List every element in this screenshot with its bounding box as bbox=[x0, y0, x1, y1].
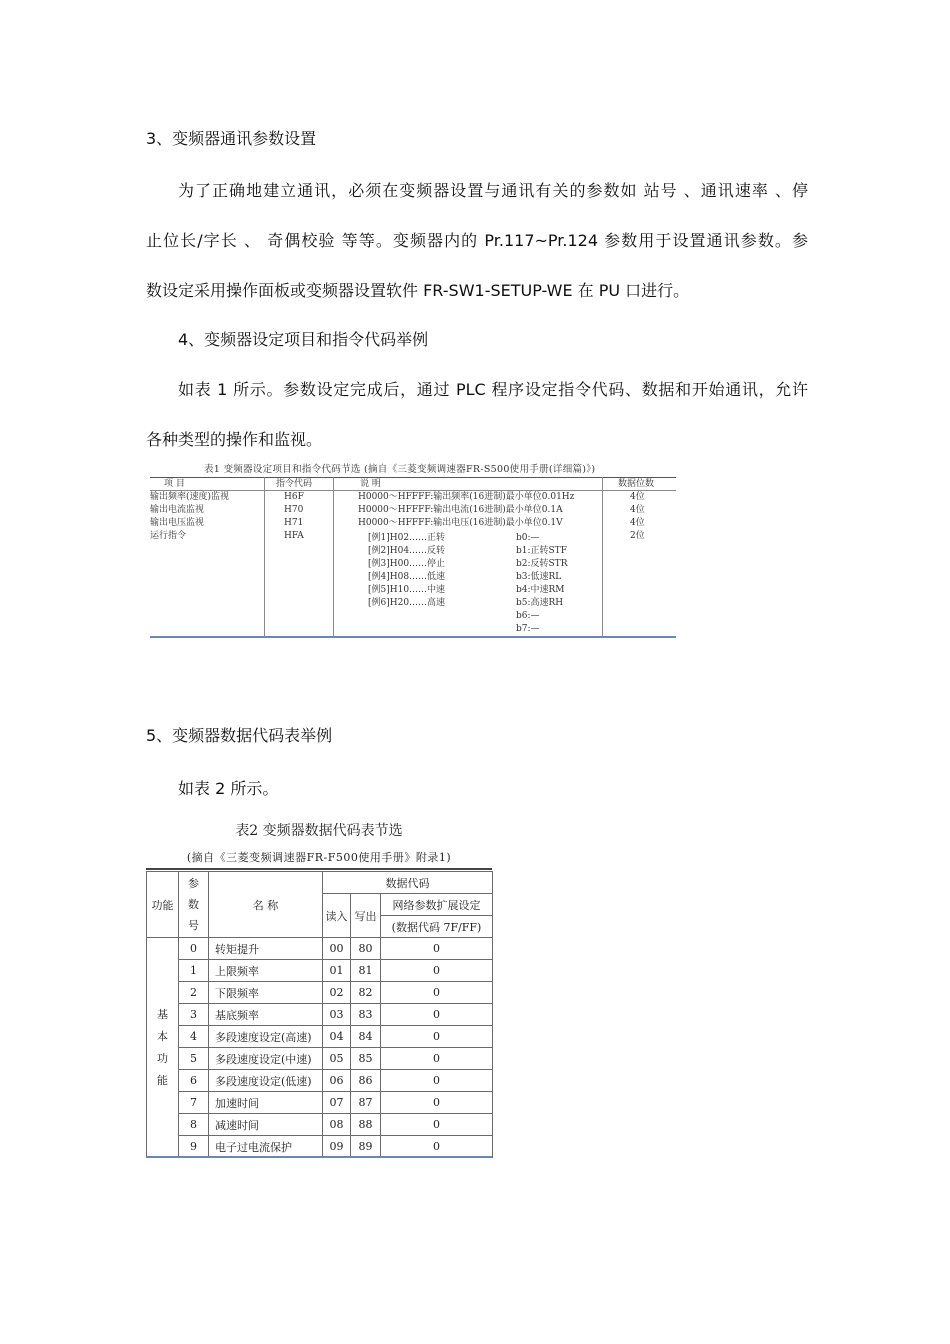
table-1-row-bits: 4位 bbox=[630, 518, 645, 528]
table-1-caption: 表1 变频器设定项目和指令代码节选 (摘自《三菱变频调速器FR-S500使用手册(详细篇)》) bbox=[204, 464, 596, 475]
table-2-cell-write: 85 bbox=[351, 1048, 381, 1070]
table-2-cell-ext: 0 bbox=[381, 1048, 493, 1070]
table-1-row-bits: 2位 bbox=[630, 531, 645, 541]
table-2-top-rule bbox=[146, 868, 492, 870]
table-2-cell-name: 多段速度设定(高速) bbox=[209, 1026, 323, 1048]
table-1-header-bits: 数据位数 bbox=[618, 479, 655, 489]
table-2-cell-name: 基底频率 bbox=[209, 1004, 323, 1026]
table-1-row-code: H70 bbox=[284, 505, 304, 515]
table-1-row-code: HFA bbox=[284, 531, 304, 541]
section-4-paragraph-line-1: 如表 1 所示。参数设定完成后，通过 PLC 程序设定指令代码、数据和开始通讯，允许 bbox=[178, 380, 808, 399]
table-2-cell-no: 6 bbox=[179, 1070, 209, 1092]
table-2-header-param-char: 数 bbox=[188, 898, 199, 911]
table-2-cell-read: 04 bbox=[323, 1026, 351, 1048]
table-1-header-rule bbox=[150, 490, 676, 491]
table-2-header-data-code: 数据代码 bbox=[323, 872, 493, 894]
table-1-run-bit: b1:正转STF bbox=[516, 546, 567, 556]
table-2-header-param-char: 参 bbox=[188, 877, 199, 890]
table-2-header-func: 功能 bbox=[147, 872, 179, 938]
table-2-cell-name: 多段速度设定(低速) bbox=[209, 1070, 323, 1092]
table-1-run-bit: b6:— bbox=[516, 611, 540, 621]
section-3-paragraph-line-3: 数设定采用操作面板或变频器设置软件 FR-SW1-SETUP-WE 在 PU 口进行。 bbox=[146, 281, 690, 300]
table-1-run-example: [例3]H00……停止 bbox=[368, 559, 446, 569]
table-2-header-param bbox=[179, 872, 209, 938]
table-1-run-bit: b4:中速RM bbox=[516, 585, 565, 595]
table-1-header-item: 项 目 bbox=[164, 479, 185, 489]
table-2-cell-write: 88 bbox=[351, 1114, 381, 1136]
table-2-cell-read: 01 bbox=[323, 960, 351, 982]
table-2-cell-read: 06 bbox=[323, 1070, 351, 1092]
table-2-cell-no: 1 bbox=[179, 960, 209, 982]
table-2-group-basic bbox=[147, 938, 179, 1158]
table-1-run-example: [例5]H10……中速 bbox=[368, 585, 446, 595]
table-1-run-bit: b7:— bbox=[516, 624, 540, 634]
table-1-row-desc: H0000～HFFFF:输出电流(16进制)最小单位0.1A bbox=[358, 505, 563, 515]
table-1-image bbox=[146, 461, 678, 641]
table-2-group-char: 能 bbox=[157, 1073, 168, 1087]
table-2-header-param-char: 号 bbox=[188, 919, 199, 932]
table-2-cell-write: 87 bbox=[351, 1092, 381, 1114]
section-3-paragraph-line-1: 为了正确地建立通讯，必须在变频器设置与通讯有关的参数如 站号 、通讯速率 、停 bbox=[178, 181, 808, 200]
section-5-heading: 5、变频器数据代码表举例 bbox=[146, 726, 333, 745]
table-2-header-read: 读入 bbox=[323, 894, 351, 938]
table-2-cell-ext: 0 bbox=[381, 1136, 493, 1158]
table-2-group-char: 功 bbox=[157, 1051, 168, 1065]
table-1-top-rule bbox=[150, 477, 676, 478]
table-1-run-example: [例2]H04……反转 bbox=[368, 546, 446, 556]
table-row bbox=[147, 982, 493, 1004]
table-2-cell-no: 2 bbox=[179, 982, 209, 1004]
table-2-group-char: 基 bbox=[157, 1007, 168, 1021]
table-2-cell-read: 07 bbox=[323, 1092, 351, 1114]
table-2-cell-name: 减速时间 bbox=[209, 1114, 323, 1136]
table-2-cell-ext: 0 bbox=[381, 1004, 493, 1026]
table-2-cell-no: 5 bbox=[179, 1048, 209, 1070]
table-2-cell-no: 0 bbox=[179, 938, 209, 960]
table-1-header-desc: 说 明 bbox=[360, 479, 381, 489]
table-2 bbox=[146, 871, 493, 1158]
table-2-cell-ext: 0 bbox=[381, 1092, 493, 1114]
table-1-row-item: 输出频率(速度)监视 bbox=[150, 492, 230, 502]
table-2-cell-ext: 0 bbox=[381, 982, 493, 1004]
table-2-cell-no: 9 bbox=[179, 1136, 209, 1158]
table-2-cell-read: 00 bbox=[323, 938, 351, 960]
table-2-cell-no: 8 bbox=[179, 1114, 209, 1136]
table-2-header-ext-line-2: (数据代码 7F/FF) bbox=[381, 916, 493, 938]
table-2-header-write: 写出 bbox=[351, 894, 381, 938]
table-2-cell-read: 09 bbox=[323, 1136, 351, 1158]
table-1-run-bit: b0:— bbox=[516, 533, 540, 543]
table-1-row-code: H71 bbox=[284, 518, 304, 528]
table-row bbox=[147, 1114, 493, 1136]
table-1-row-item: 输出电压监视 bbox=[150, 518, 205, 528]
table-1-row-item: 运行指令 bbox=[150, 531, 187, 541]
table-2-cell-name: 多段速度设定(中速) bbox=[209, 1048, 323, 1070]
table-2-cell-write: 80 bbox=[351, 938, 381, 960]
table-1-run-bit: b3:低速RL bbox=[516, 572, 562, 582]
table-row bbox=[147, 1136, 493, 1158]
table-2-cell-write: 86 bbox=[351, 1070, 381, 1092]
table-1-run-bit: b5:高速RH bbox=[516, 598, 564, 608]
table-2-subtitle: (摘自《三菱变频调速器FR-F500使用手册》附录1) bbox=[186, 851, 452, 864]
table-2-cell-name: 转矩提升 bbox=[209, 938, 323, 960]
table-2-cell-write: 83 bbox=[351, 1004, 381, 1026]
table-2-cell-ext: 0 bbox=[381, 1070, 493, 1092]
table-1-row-code: H6F bbox=[284, 492, 304, 502]
table-2-title: 表2 变频器数据代码表节选 bbox=[235, 823, 403, 839]
table-2-cell-read: 05 bbox=[323, 1048, 351, 1070]
table-1-col-divider bbox=[602, 477, 603, 637]
table-2-cell-ext: 0 bbox=[381, 938, 493, 960]
table-2-header-name: 名 称 bbox=[209, 872, 323, 938]
table-row bbox=[147, 1092, 493, 1114]
table-1-col-divider bbox=[264, 477, 265, 637]
table-2-cell-write: 89 bbox=[351, 1136, 381, 1158]
table-row bbox=[147, 1004, 493, 1026]
table-2-cell-read: 02 bbox=[323, 982, 351, 1004]
table-2-cell-write: 81 bbox=[351, 960, 381, 982]
table-1-row-bits: 4位 bbox=[630, 492, 645, 502]
section-3-heading: 3、变频器通讯参数设置 bbox=[146, 129, 317, 148]
table-1-bottom-rule bbox=[150, 636, 676, 638]
table-row bbox=[147, 960, 493, 982]
table-2-cell-name: 电子过电流保护 bbox=[209, 1136, 323, 1158]
table-2-header-ext-line-1: 网络参数扩展设定 bbox=[381, 894, 493, 916]
table-1-row-desc: H0000～HFFFF:输出频率(16进制)最小单位0.01Hz bbox=[358, 492, 575, 502]
table-1-run-example: [例6]H20……高速 bbox=[368, 598, 446, 608]
table-2-cell-write: 84 bbox=[351, 1026, 381, 1048]
table-1-row-item: 输出电流监视 bbox=[150, 505, 205, 515]
table-2-cell-read: 03 bbox=[323, 1004, 351, 1026]
table-2-cell-name: 上限频率 bbox=[209, 960, 323, 982]
table-2-cell-read: 08 bbox=[323, 1114, 351, 1136]
table-1-run-bit: b2:反转STR bbox=[516, 559, 568, 569]
section-4-heading: 4、变频器设定项目和指令代码举例 bbox=[178, 330, 429, 349]
table-2-cell-name: 下限频率 bbox=[209, 982, 323, 1004]
table-2-cell-ext: 0 bbox=[381, 1114, 493, 1136]
table-1-row-bits: 4位 bbox=[630, 505, 645, 515]
table-1-header-code: 指令代码 bbox=[276, 479, 313, 489]
table-row bbox=[147, 938, 493, 960]
table-2-image bbox=[144, 816, 494, 1160]
table-2-cell-no: 7 bbox=[179, 1092, 209, 1114]
table-2-cell-ext: 0 bbox=[381, 960, 493, 982]
table-2-header-row bbox=[147, 872, 493, 894]
section-5-paragraph: 如表 2 所示。 bbox=[178, 779, 279, 798]
table-1-row-desc: H0000～HFFFF:输出电压(16进制)最小单位0.1V bbox=[358, 518, 563, 528]
table-1-run-example: [例4]H08……低速 bbox=[368, 572, 446, 582]
table-2-group-char: 本 bbox=[157, 1029, 168, 1043]
table-row bbox=[147, 1048, 493, 1070]
table-row bbox=[147, 1070, 493, 1092]
table-1-run-example: [例1]H02……正转 bbox=[368, 533, 446, 543]
section-3-paragraph-line-2: 止位长/字长 、 奇偶校验 等等。变频器内的 Pr.117~Pr.124 参数用于设置通讯参数。参 bbox=[146, 231, 808, 250]
table-row bbox=[147, 1026, 493, 1048]
table-2-cell-name: 加速时间 bbox=[209, 1092, 323, 1114]
table-1-col-divider bbox=[333, 477, 334, 637]
table-2-bottom-rule bbox=[146, 1156, 492, 1158]
table-2-cell-ext: 0 bbox=[381, 1026, 493, 1048]
table-2-cell-no: 3 bbox=[179, 1004, 209, 1026]
table-2-cell-write: 82 bbox=[351, 982, 381, 1004]
section-4-paragraph-line-2: 各种类型的操作和监视。 bbox=[146, 430, 323, 449]
table-2-cell-no: 4 bbox=[179, 1026, 209, 1048]
